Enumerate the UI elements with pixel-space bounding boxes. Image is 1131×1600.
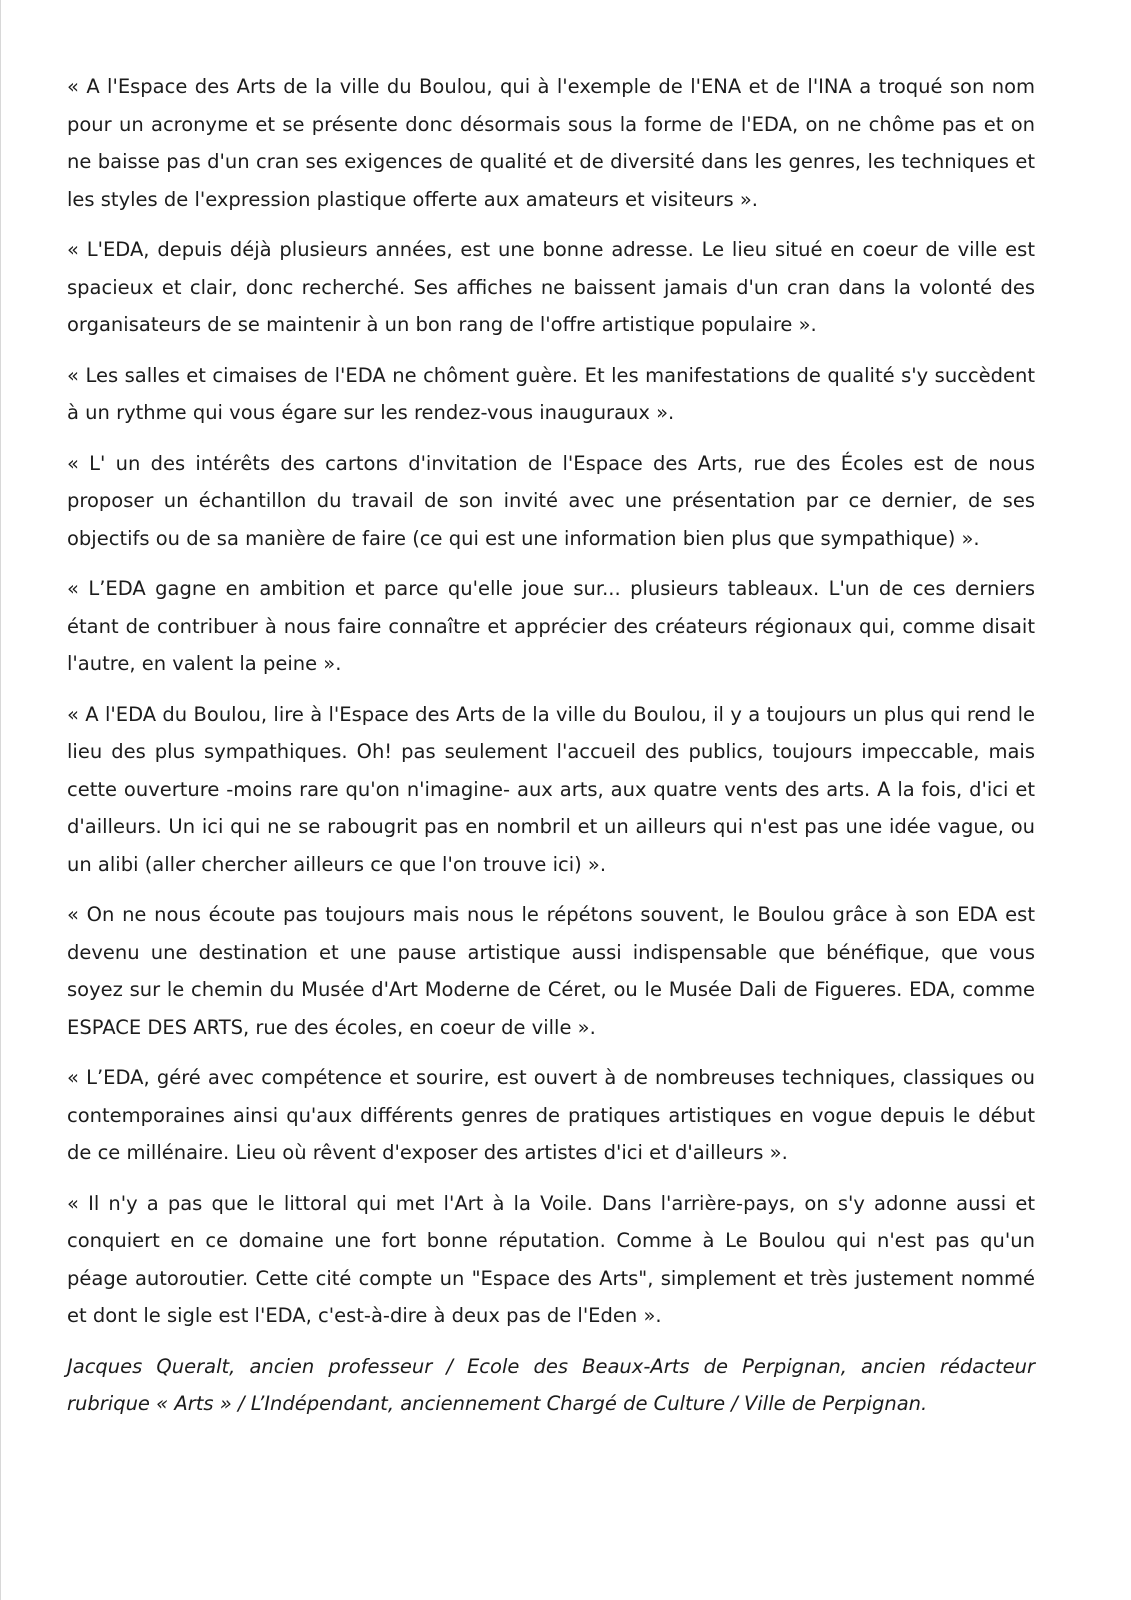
quote-paragraph-3: « Les salles et cimaises de l'EDA ne chôment guère. Et les manifestations de qualité s'y succèdent à un rythme qui vous égare sur les rendez-vous inauguraux ». — [67, 363, 1035, 424]
document-body — [67, 68, 1035, 1423]
quote-paragraph-5: « L’EDA gagne en ambition et parce qu'elle joue sur... plusieurs tableaux. L'un de ces derniers étant de contribuer à nous faire connaître et apprécier des créateurs régionaux qui, comme disait l'autre, en valent la peine ». — [67, 577, 1035, 675]
quote-paragraph-9: « Il n'y a pas que le littoral qui met l'Art à la Voile. Dans l'arrière-pays, on s'y adonne aussi et conquiert en ce domaine une fort bonne réputation. Comme à Le Boulou qui n'est pas qu'un péage autoroutier. Cette cité compte un "Espace des Arts", simplement et très justement nommé et dont le sigle est l'EDA, c'est-à-dire à deux pas de l'Eden ». — [67, 1191, 1035, 1327]
quote-paragraph-6: « A l'EDA du Boulou, lire à l'Espace des Arts de la ville du Boulou, il y a toujours un plus qui rend le lieu des plus sympathiques. Oh! pas seulement l'accueil des publics, toujours impeccable, mais cette ouverture -moins rare qu'on n'imagine- aux arts, aux quatre vents des arts. A la fois, d'ici et d'ailleurs. Un ici qui ne se rabougrit pas en nombril et un ailleurs qui n'est pas une idée vague, ou un alibi (aller chercher ailleurs ce que l'on trouve ici) ». — [67, 702, 1035, 876]
quote-paragraph-1: « A l'Espace des Arts de la ville du Boulou, qui à l'exemple de l'ENA et de l'INA a troqué son nom pour un acronyme et se présente donc désormais sous la forme de l'EDA, on ne chôme pas et on ne baisse pas d'un cran ses exigences de qualité et de diversité dans les genres, les techniques et les styles de l'expression plastique offerte aux amateurs et visiteurs ». — [67, 75, 1035, 211]
quote-paragraph-7: « On ne nous écoute pas toujours mais nous le répétons souvent, le Boulou grâce à son EDA est devenu une destination et une pause artistique aussi indispensable que bénéfique, que vous soyez sur le chemin du Musée d'Art Moderne de Céret, ou le Musée Dali de Figueres. EDA, comme ESPACE DES ARTS, rue des écoles, en coeur de ville ». — [67, 903, 1035, 1039]
quote-paragraph-4: « L' un des intérêts des cartons d'invitation de l'Espace des Arts, rue des Écoles est de nous proposer un échantillon du travail de son invité avec une présentation par ce dernier, de ses objectifs ou de sa manière de faire (ce qui est une information bien plus que sympathique) ». — [67, 451, 1035, 550]
quote-paragraph-2: « L'EDA, depuis déjà plusieurs années, est une bonne adresse. Le lieu situé en coeur de ville est spacieux et clair, donc recherché. Ses affiches ne baissent jamais d'un cran dans la volonté des organisateurs de se maintenir à un bon rang de l'offre artistique populaire ». — [67, 238, 1035, 336]
author-signature: Jacques Queralt, ancien professeur / Ecole des Beaux-Arts de Perpignan, ancien rédacteur rubrique « Arts » / L’Indépendant, anciennement Chargé de Culture / Ville de Perpignan. — [67, 1354, 1035, 1415]
quote-paragraph-8: « L’EDA, géré avec compétence et sourire, est ouvert à de nombreuses techniques, classiques ou contemporaines ainsi qu'aux différents genres de pratiques artistiques en vogue depuis le début de ce millénaire. Lieu où rêvent d'exposer des artistes d'ici et d'ailleurs ». — [67, 1066, 1035, 1164]
